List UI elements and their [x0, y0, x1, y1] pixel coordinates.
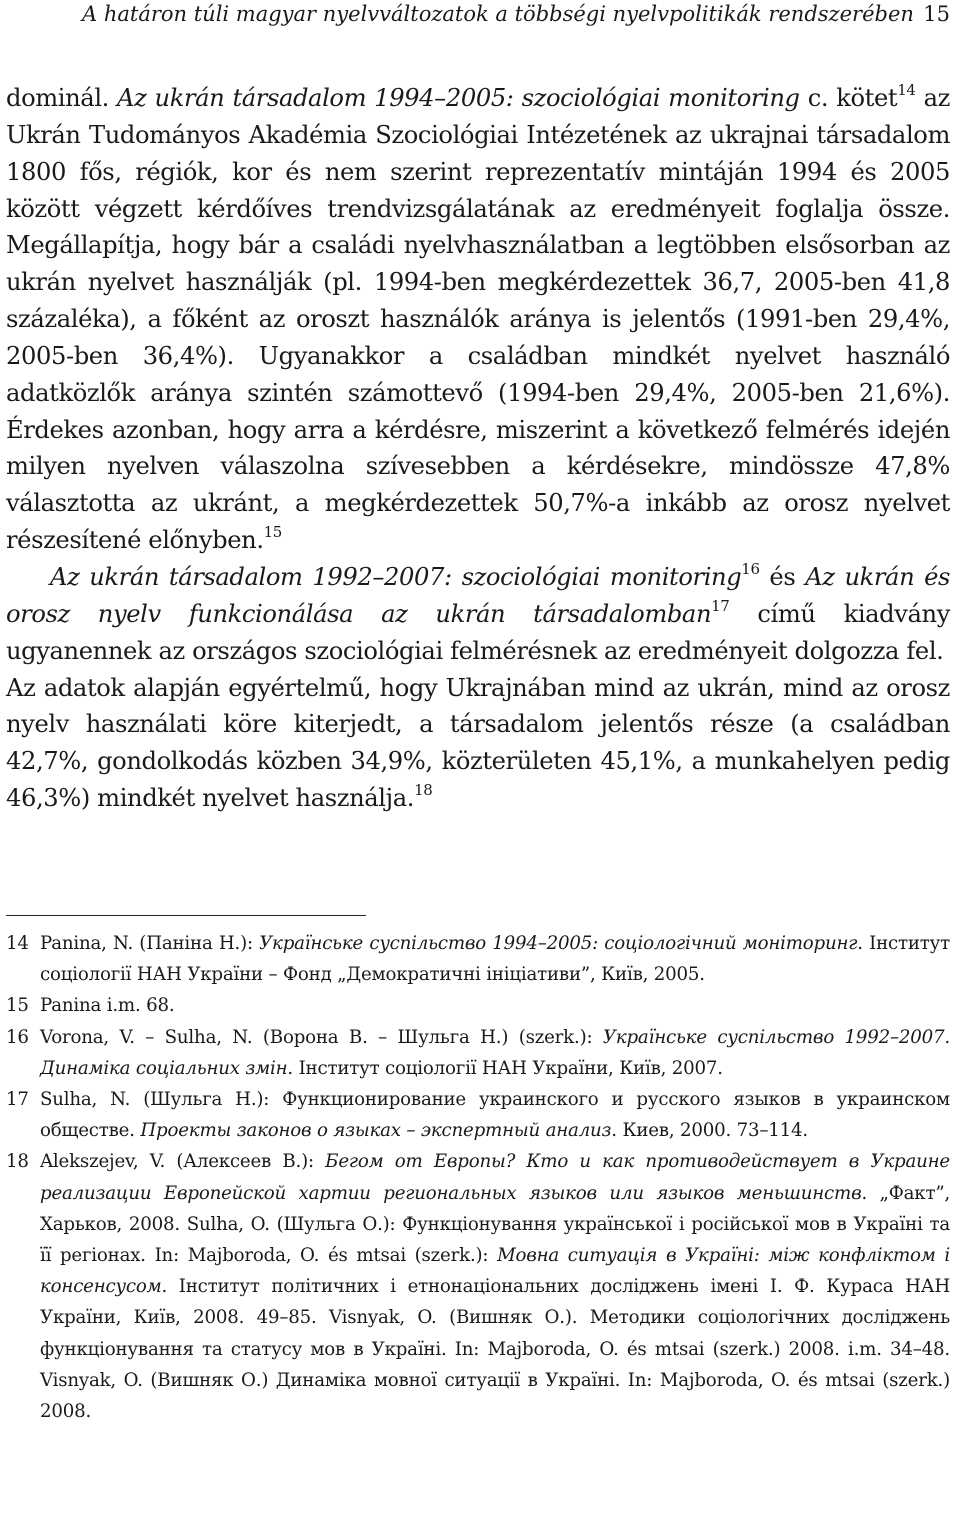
- paragraph-3: [6, 670, 950, 817]
- italic-title: Проекты законов о языках – экспертный анализ: [140, 1120, 612, 1142]
- text-run: . Інститут політичних і етнонаціональних досліджень імені І. Ф. Кураса НАН України, Київ, 2008. 49–85. Visnyak, O. (Вишняк О.). Методики соціологічних досліджень функціонування та статусу мов в Україні. In: Majboroda, O. és mtsai (szerk.) 2008. i.m. 34–48. Visnyak, O. (Вишняк О.) Динаміка мовної ситуації в Україні. In: Majboroda, O. és mtsai (szerk.) 2008.: [40, 1276, 950, 1423]
- footnote-ref: 14: [897, 80, 916, 99]
- text-run: Alekszejev, V. (Алексеев В.):: [40, 1151, 326, 1173]
- text-run: és: [759, 562, 806, 591]
- footnote-18: [6, 1146, 950, 1427]
- footnote-text: [40, 990, 950, 1021]
- text-run: . „Факт”, Харьков, 2008. Sulha, O. (Шульга О.): Функціонування української і російської мов в Україні та її регіонах. In: Majboroda, O. és mtsai (szerk.):: [40, 1182, 950, 1267]
- footnote-text: [40, 928, 950, 990]
- footnote-number: 18: [6, 1151, 29, 1173]
- text-run: Sulha, N. (Шульга Н.): Функционирование украинского и русского языков в украинском обществе.: [40, 1089, 950, 1142]
- text-run: Az adatok alapján egyértelmű, hogy Ukrajnában mind az ukrán, mind az orosz nyelv használati köre kiterjedt, a társadalom jelentős része (a családban 42,7%, gondolkodás közben 34,9%, közterületen 45,1%, a munkahelyen pedig 46,3%) mindkét nyelvet használja.: [6, 673, 950, 813]
- page-number: 15: [923, 2, 950, 26]
- footnote-text: [40, 1146, 950, 1427]
- text-run: dominál.: [6, 84, 118, 112]
- text-run: az Ukrán Tudományos Akadémia Szociológiai Intézetének az ukrajnai társadalom 1800 fős, régiók, kor és nem szerint reprezentatív mintáján 1994 és 2005 között végzett kérdőíves trendvizsgálatának az eredményeit foglalja össze. Megállapítja, hogy bár a családi nyelvhasználatban a legtöbben elsősorban az ukrán nyelvet használják (pl. 1994-ben megkérdezettek 36,7, 2005-ben 41,8 százaléka), a főként az oroszt használók aránya is jelentős (1991-ben 29,4%, 2005-ben 36,4%). Ugyanakkor a családban mindkét nyelvet használó adatközlők aránya szintén számottevő (1994-ben 29,4%, 2005-ben 21,6%). Érdekes azonban, hogy arra a kérdésre, miszerint a következő felmérés idején milyen nyelven válaszolna szívesebben a kérdésekre, mindössze 47,8% választotta az ukránt, a megkérdezettek 50,7%-a inkább az orosz nyelvet részesítené előnyben.: [6, 84, 951, 555]
- italic-title: Українське суспільство 1992–2007. Динаміка соціальних змін: [40, 1026, 950, 1079]
- text-run: c. kötet: [799, 84, 898, 112]
- body-text: [6, 80, 950, 817]
- footnote-text: [40, 1022, 950, 1084]
- footnote-ref: 18: [414, 780, 433, 799]
- paragraph-1: [6, 80, 950, 559]
- footnote-number: 16: [6, 1026, 29, 1048]
- footnote-number: 15: [6, 995, 29, 1017]
- footnote-ref: 17: [711, 596, 730, 615]
- italic-title: Бегом от Европы? Кто и как противодействует в Украине реализации Европейской хартии региональных языков или языков меньшинств: [40, 1151, 950, 1204]
- text-run: . Інститут соціології НАН України, Київ, 2007.: [287, 1057, 723, 1079]
- footnote-separator: [6, 915, 366, 916]
- footnote-16: [6, 1022, 950, 1084]
- footnote-number: 17: [6, 1089, 29, 1111]
- footnote-17: [6, 1084, 950, 1146]
- paragraph-2: [6, 559, 950, 670]
- italic-title: Мовна ситуація в Україні: між конфліктом і консенсусом: [40, 1245, 950, 1298]
- footnote-text: [40, 1084, 950, 1146]
- footnotes: [6, 928, 950, 1427]
- footnote-14: [6, 928, 950, 990]
- text-run: Panina i.m. 68.: [40, 995, 175, 1017]
- footnote-15: [6, 990, 950, 1021]
- italic-title: Az ukrán és orosz nyelv funkcionálása az ukrán társadalomban: [6, 562, 951, 628]
- text-run: . Киев, 2000. 73–114.: [611, 1120, 808, 1142]
- footnote-ref: 15: [263, 523, 282, 542]
- text-run: Vorona, V. – Sulha, N. (Ворона В. – Шульга Н.) (szerk.):: [40, 1026, 603, 1048]
- italic-title: Az ukrán társadalom 1994–2005: szociológiai monitoring: [117, 84, 800, 112]
- text-run: című kiadvány ugyanennek az országos szociológiai felmérésnek az eredményeit dolgozza fel.: [6, 599, 950, 665]
- footnote-ref: 16: [741, 559, 760, 578]
- text-run: . Інститут соціології НАН України – Фонд „Демократичні ініціативи”, Київ, 2005.: [40, 933, 950, 986]
- italic-title: Az ukrán társadalom 1992–2007: szociológiai monitoring: [50, 562, 742, 591]
- running-header: [0, 0, 950, 28]
- running-title: A határon túli magyar nyelvváltozatok a többségi nyelvpolitikák rendszerében: [82, 2, 914, 26]
- italic-title: Українське суспільство 1994–2005: соціологічний моніторинг: [259, 933, 858, 954]
- footnote-number: 14: [6, 933, 29, 954]
- text-run: Panina, N. (Паніна Н.):: [40, 933, 260, 954]
